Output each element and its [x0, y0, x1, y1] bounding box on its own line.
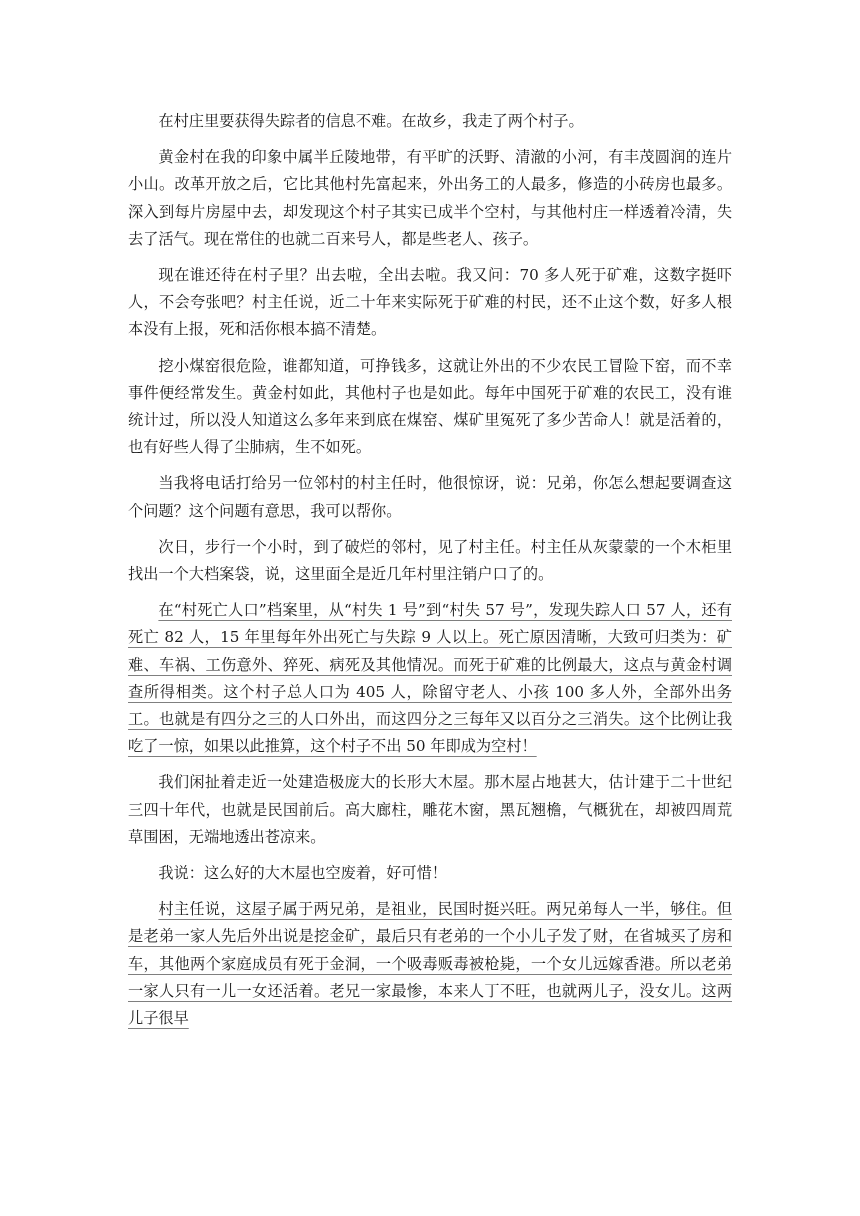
- paragraph-8: 我们闲扯着走近一处建造极庞大的长形大木屋。那木屋占地甚大，估计建于二十世纪三四十年代，也就是民国前后。高大廊柱，雕花木窗，黑瓦翘檐，气概犹在，却被四周荒草围困，无端地透出苍凉来。: [128, 773, 732, 846]
- paragraph-7-underlined: 在“村死亡人口”档案里，从“村失 1 号”到“村失 57 号”，发现失踪人口 57 人，还有死亡 82 人，15 年里每年外出死亡与失踪 9 人以上。死亡原因清晰，大致可归类为：矿难、车祸、工伤意外、猝死、病死及其他情况。而死于矿难的比例最大，这点与黄金村调查所得相类。这个村子总人口为 405 人，除留守老人、小孩 100 多人外，全部外出务工。也就是有四分之三的人口外出，而这四分之三每年又以百分之三消失。这个比例让我吃了一惊，如果以此推算，这个村子不出 50 年即成为空村！: [128, 601, 732, 756]
- article-body: [128, 108, 732, 1041]
- paragraph-6: 次日，步行一个小时，到了破烂的邻村，见了村主任。村主任从灰蒙蒙的一个木柜里找出一个大档案袋，说，这里面全是近几年村里注销户口了的。: [128, 537, 732, 584]
- paragraph-4: 挖小煤窑很危险，谁都知道，可挣钱多，这就让外出的不少农民工冒险下窑，而不幸事件便经常发生。黄金村如此，其他村子也是如此。每年中国死于矿难的农民工，没有谁统计过，所以没人知道这么多年来到底在煤窑、煤矿里冤死了多少苦命人！就是活着的，也有好些人得了尘肺病，生不如死。: [128, 356, 732, 457]
- paragraph-10-underlined: 村主任说，这屋子属于两兄弟，是祖业，民国时挺兴旺。两兄弟每人一半，够住。但是老弟一家人先后外出说是挖金矿，最后只有老弟的一个小儿子发了财，在省城买了房和车，其他两个家庭成员有死于金洞，一个吸毒贩毒被枪毙，一个女儿远嫁香港。所以老弟一家人只有一儿一女还活着。老兄一家最惨，本来人丁不旺，也就两儿子，没女儿。这两儿子很早: [128, 900, 732, 1028]
- paragraph-1: 在村庄里要获得失踪者的信息不难。在故乡，我走了两个村子。: [158, 112, 584, 130]
- paragraph-2: 黄金村在我的印象中属半丘陵地带，有平旷的沃野、清澈的小河，有丰茂圆润的连片小山。改革开放之后，它比其他村先富起来，外出务工的人最多，修造的小砖房也最多。深入到每片房屋中去，却发现这个村子其实已成半个空村，与其他村庄一样透着冷清，失去了活气。现在常住的也就二百来号人，都是些老人、孩子。: [128, 148, 732, 248]
- paragraph-5: 当我将电话打给另一位邻村的村主任时，他很惊讶，说：兄弟，你怎么想起要调查这个问题？这个问题有意思，我可以帮你。: [128, 474, 732, 520]
- paragraph-3: 现在谁还待在村子里？出去啦，全出去啦。我又问：70 多人死于矿难，这数字挺吓人，不会夸张吧？村主任说，近二十年来实际死于矿难的村民，还不止这个数，好多人根本没有上报，死和活你根本搞不清楚。: [128, 266, 732, 339]
- paragraph-9: 我说：这么好的大木屋也空废着，好可惜！: [158, 864, 447, 883]
